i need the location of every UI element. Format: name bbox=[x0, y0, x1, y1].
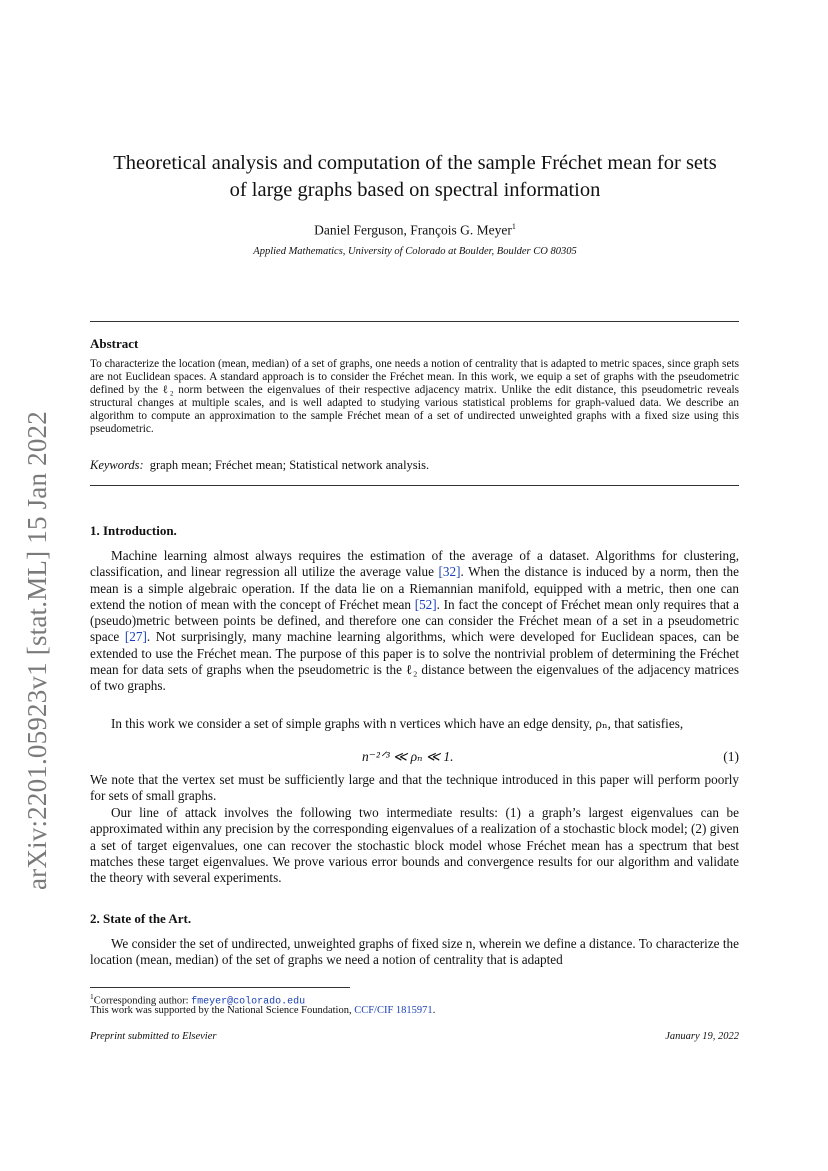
citation-link[interactable]: [27] bbox=[124, 629, 147, 645]
equation-1 bbox=[90, 749, 739, 767]
abstract-bottom-rule bbox=[90, 485, 739, 486]
abstract-heading: Abstract bbox=[90, 336, 139, 351]
footnote-1-text: Corresponding author: bbox=[93, 995, 192, 1007]
section-2-paragraph-1: We consider the set of undirected, unweighted graphs of fixed size n, wherein we define a distance. To characterize the location (mean, median) of the set of graphs we need a notion of centrality that is adapted bbox=[90, 936, 739, 968]
author-affiliation: Applied Mathematics, University of Colorado at Boulder, Boulder CO 80305 bbox=[253, 246, 577, 257]
section-1-paragraph-1 bbox=[90, 548, 739, 695]
keywords-line bbox=[90, 458, 739, 473]
keywords-label: Keywords: bbox=[90, 458, 144, 472]
paper-title bbox=[90, 150, 740, 204]
section-1-paragraph-3: We note that the vertex set must be sufficiently large and that the technique introduced in this paper will perform poorly for sets of small graphs. bbox=[90, 772, 739, 804]
intro-text-a: Machine learning almost always requires the estimation of the average of a dataset. Algorithms for clustering, classification, and linear regression all utilize the average value bbox=[90, 548, 739, 580]
footnote-mark: 1 bbox=[90, 992, 94, 1001]
intro-text-c: . In fact the concept of Fréchet mean only requires that a (pseudo)metric between points be defined, and therefore one can consider the Fréchet mean of a set in a pseudometric space bbox=[90, 596, 739, 645]
author-footnote-mark: 1 bbox=[511, 222, 516, 231]
equation-number: (1) bbox=[723, 749, 739, 764]
section-2-heading: 2. State of the Art. bbox=[90, 911, 192, 926]
footnote-2 bbox=[90, 1005, 435, 1016]
abstract-text: To characterize the location (mean, median) of a set of graphs, one needs a notion of centrality that is adapted to metric spaces, since graph sets are not Euclidean spaces. A standard approach is to consider the Fréchet mean. In this work, we equip a set of graphs with the pseudometric defined by the ℓ₂ norm between the eigenvalues of their respective adjacency matrix. Unlike the edit distance, this pseudometric reveals structural changes at multiple scales, and is well adapted to studying various statistical problems for graph-valued data. We describe an algorithm to compute an approximation to the sample Fréchet mean of a set of undirected unweighted graphs with a fixed size using this pseudometric. bbox=[90, 358, 739, 435]
author-list bbox=[90, 222, 740, 239]
citation-link[interactable]: [52] bbox=[414, 596, 437, 612]
keywords-text: graph mean; Fréchet mean; Statistical network analysis. bbox=[149, 458, 430, 472]
equation-body: n⁻²ᐟ³ ≪ ρₙ ≪ 1. bbox=[362, 749, 454, 764]
author-names: Daniel Ferguson, François G. Meyer bbox=[314, 222, 512, 238]
intro-text-d: . Not surprisingly, many machine learning algorithms, which were developed for Euclidean spaces, can be extended to use the Fréchet mean. The purpose of this paper is to solve the nontrivial problem of determining the Fréchet mean for data sets of graphs when the pseudometric is the ℓ₂ distance between the eigenvalues of the adjacency matrices of two graphs. bbox=[90, 629, 739, 694]
title-line-2: of large graphs based on spectral information bbox=[229, 179, 601, 201]
arxiv-identifier-stamp: arXiv:2201.05923v1 [stat.ML] 15 Jan 2022 bbox=[22, 411, 52, 890]
footnote-2-text: This work was supported by the National Science Foundation, bbox=[90, 1005, 355, 1016]
abstract-top-rule bbox=[90, 321, 739, 322]
preprint-notice: Preprint submitted to Elsevier bbox=[90, 1031, 217, 1042]
email-link[interactable]: fmeyer@colorado.edu bbox=[191, 996, 306, 1008]
preprint-date: January 19, 2022 bbox=[665, 1031, 739, 1042]
citation-link[interactable]: [32] bbox=[438, 564, 461, 580]
footnote-2-end: . bbox=[432, 1005, 436, 1016]
footnote-rule bbox=[90, 987, 350, 988]
intro-text-b: . When the distance is induced by a norm, then the mean is a simple algebraic operation. If the data lie on a Riemannian manifold, equipped with a metric, then one can extend the notion of mean with the concept of Fréchet mean bbox=[90, 564, 739, 612]
grant-link[interactable]: CCF/CIF 1815971 bbox=[354, 1005, 433, 1016]
title-line-1: Theoretical analysis and computation of the sample Fréchet mean for sets bbox=[113, 152, 717, 174]
section-1-paragraph-4: Our line of attack involves the following two intermediate results: (1) a graph’s largest eigenvalues can be approximated within any precision by the corresponding eigenvalues of a realization of a stochastic block model; (2) given a set of target eigenvalues, one can recover the stochastic block model whose Fréchet mean has a spectrum that best matches these target eigenvalues. We prove various error bounds and convergence results for our algorithm and validate the theory with several experiments. bbox=[90, 805, 739, 886]
section-1-paragraph-2: In this work we consider a set of simple graphs with n vertices which have an edge density, ρₙ, that satisfies, bbox=[111, 716, 684, 731]
section-1-heading: 1. Introduction. bbox=[90, 523, 177, 538]
